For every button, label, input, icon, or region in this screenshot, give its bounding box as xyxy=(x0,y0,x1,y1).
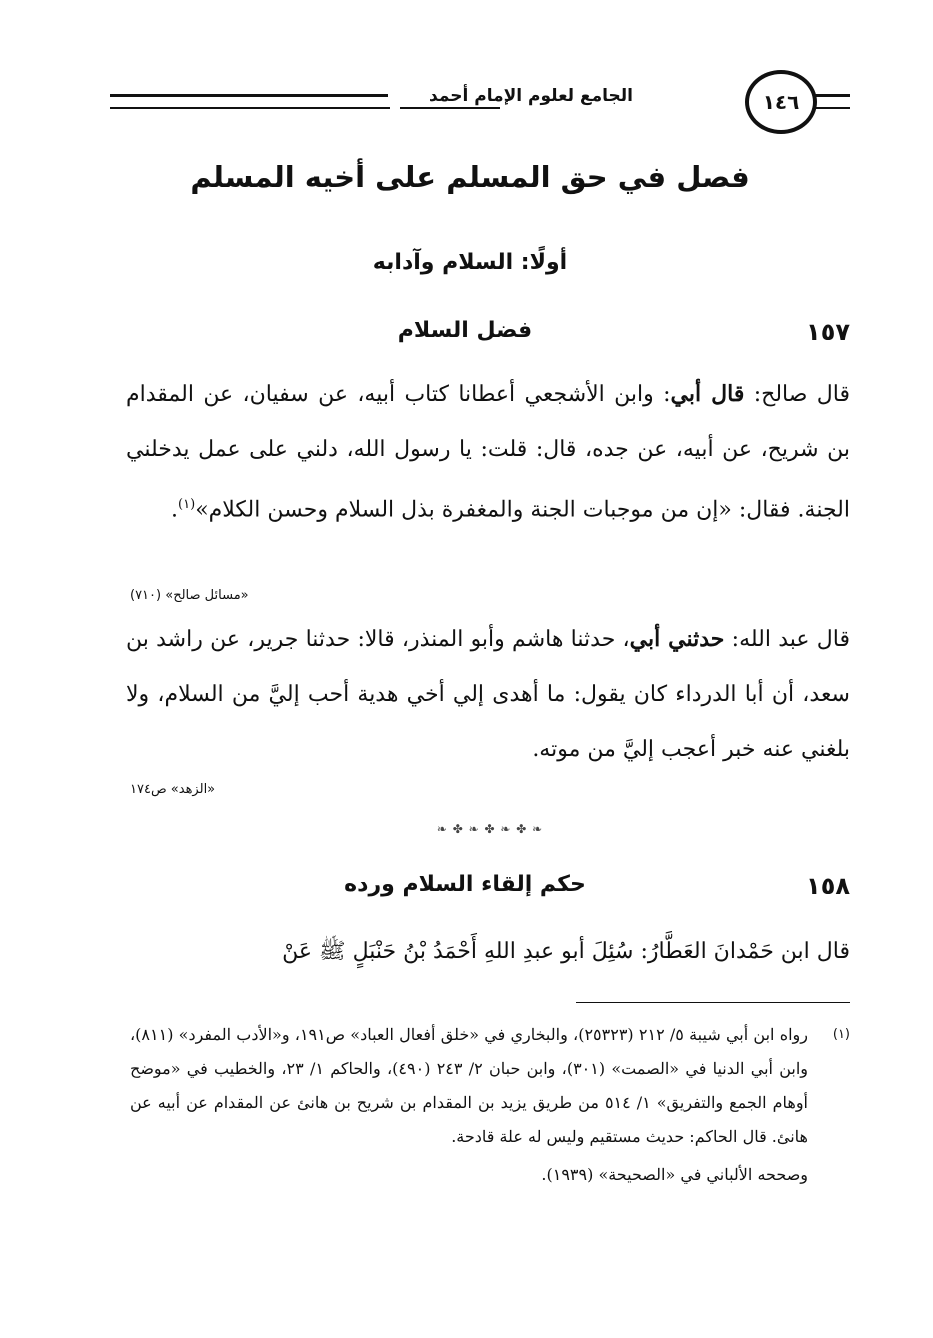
footnote-separator xyxy=(576,1002,850,1003)
narration-text: . xyxy=(171,497,179,523)
section-title: أولًا: السلام وآدابه xyxy=(372,250,568,275)
narration-text: قال صالح: xyxy=(744,382,850,407)
entry-heading-157 xyxy=(80,318,850,358)
narration-paragraph xyxy=(126,612,850,777)
page-number: ١٤٦ xyxy=(762,90,800,114)
section-divider-ornament: ❧ ✤ ❧ ✤ ❧ ✤ ❧ xyxy=(436,822,544,836)
chapter-title: فصل في حق المسلم على أخيه المسلم xyxy=(190,160,750,194)
source-citation: «مسائل صالح» (٧١٠) xyxy=(130,588,249,603)
entry-number: ١٥٨ xyxy=(806,872,850,900)
footnote-body: رواه ابن أبي شيبة ٥/ ٢١٢ (٢٥٣٢٣)، والبخاري في «خلق أفعال العباد» ص١٩١، و«الأدب المفرد» (٨١١)، وابن أبي الدنيا في «الصمت» (٣٠١)، وابن حبان ٢/ ٢٤٣ (٤٩٠)، والحاكم ١/ ٢٣، والخطيب في «موضح أوهام الجمع والتفريق» ١/ ٥١٤ من طريق يزيد بن المقدام بن شريح بن هانئ عن المقدام عن أبيه عن هانئ. قال الحاكم: حديث مستقيم وليس له علة قادحة. xyxy=(130,1025,809,1146)
footnote-last-line: وصححه الألباني في «الصحيحة» (١٩٣٩). xyxy=(541,1165,808,1184)
entry-heading-158 xyxy=(80,872,850,912)
narration-bold: حدثني أبي xyxy=(629,626,725,652)
source-citation: «الزهد» ص١٧٤ xyxy=(130,782,216,797)
page-number-badge xyxy=(745,70,817,134)
footnote xyxy=(130,1018,850,1192)
entry-title: فضل السلام xyxy=(397,318,533,343)
narration-paragraph: قال ابن حَمْدانَ العَطَّارُ: سُئِلَ أبو عبدِ اللهِ أَحْمَدُ بْنُ حَنْبَلٍ ﷺ عَنْ xyxy=(282,939,850,964)
narration-text: قال عبد الله: xyxy=(724,627,850,652)
entry-title: حكم إلقاء السلام ورده xyxy=(344,872,586,897)
narration-bold: قال أبي xyxy=(670,381,745,407)
footnote-mark: (١) xyxy=(832,1027,850,1042)
narration-text: : وابن الأشجعي أعطانا كتاب أبيه، عن سفيان، عن المقدام بن شريح، عن أبيه، عن جده، قال: قلت: يا رسول الله، دلني على عمل يدخلني الجنة. فقال: «إن من موجبات الجنة والمغفرة بذل السلام وحسن الكلام» xyxy=(126,382,850,523)
footnote-ref[interactable]: (١) xyxy=(178,497,196,512)
entry-number: ١٥٧ xyxy=(806,318,850,346)
footnote-text xyxy=(130,1018,850,1192)
page-header xyxy=(110,70,850,140)
header-rule-left xyxy=(110,94,390,109)
narration-text: ، حدثنا هاشم وأبو المنذر، قالا: حدثنا جرير، عن راشد بن سعد، أن أبا الدرداء كان يقول: ما أهدى إلي أخي هدية أحب إليَّ من السلام، ولا بلغني عنه خبر أعجب إليَّ من موته. xyxy=(126,627,850,762)
running-head: الجامع لعلوم الإمام أحمد xyxy=(388,86,674,106)
narration-paragraph xyxy=(126,367,850,537)
